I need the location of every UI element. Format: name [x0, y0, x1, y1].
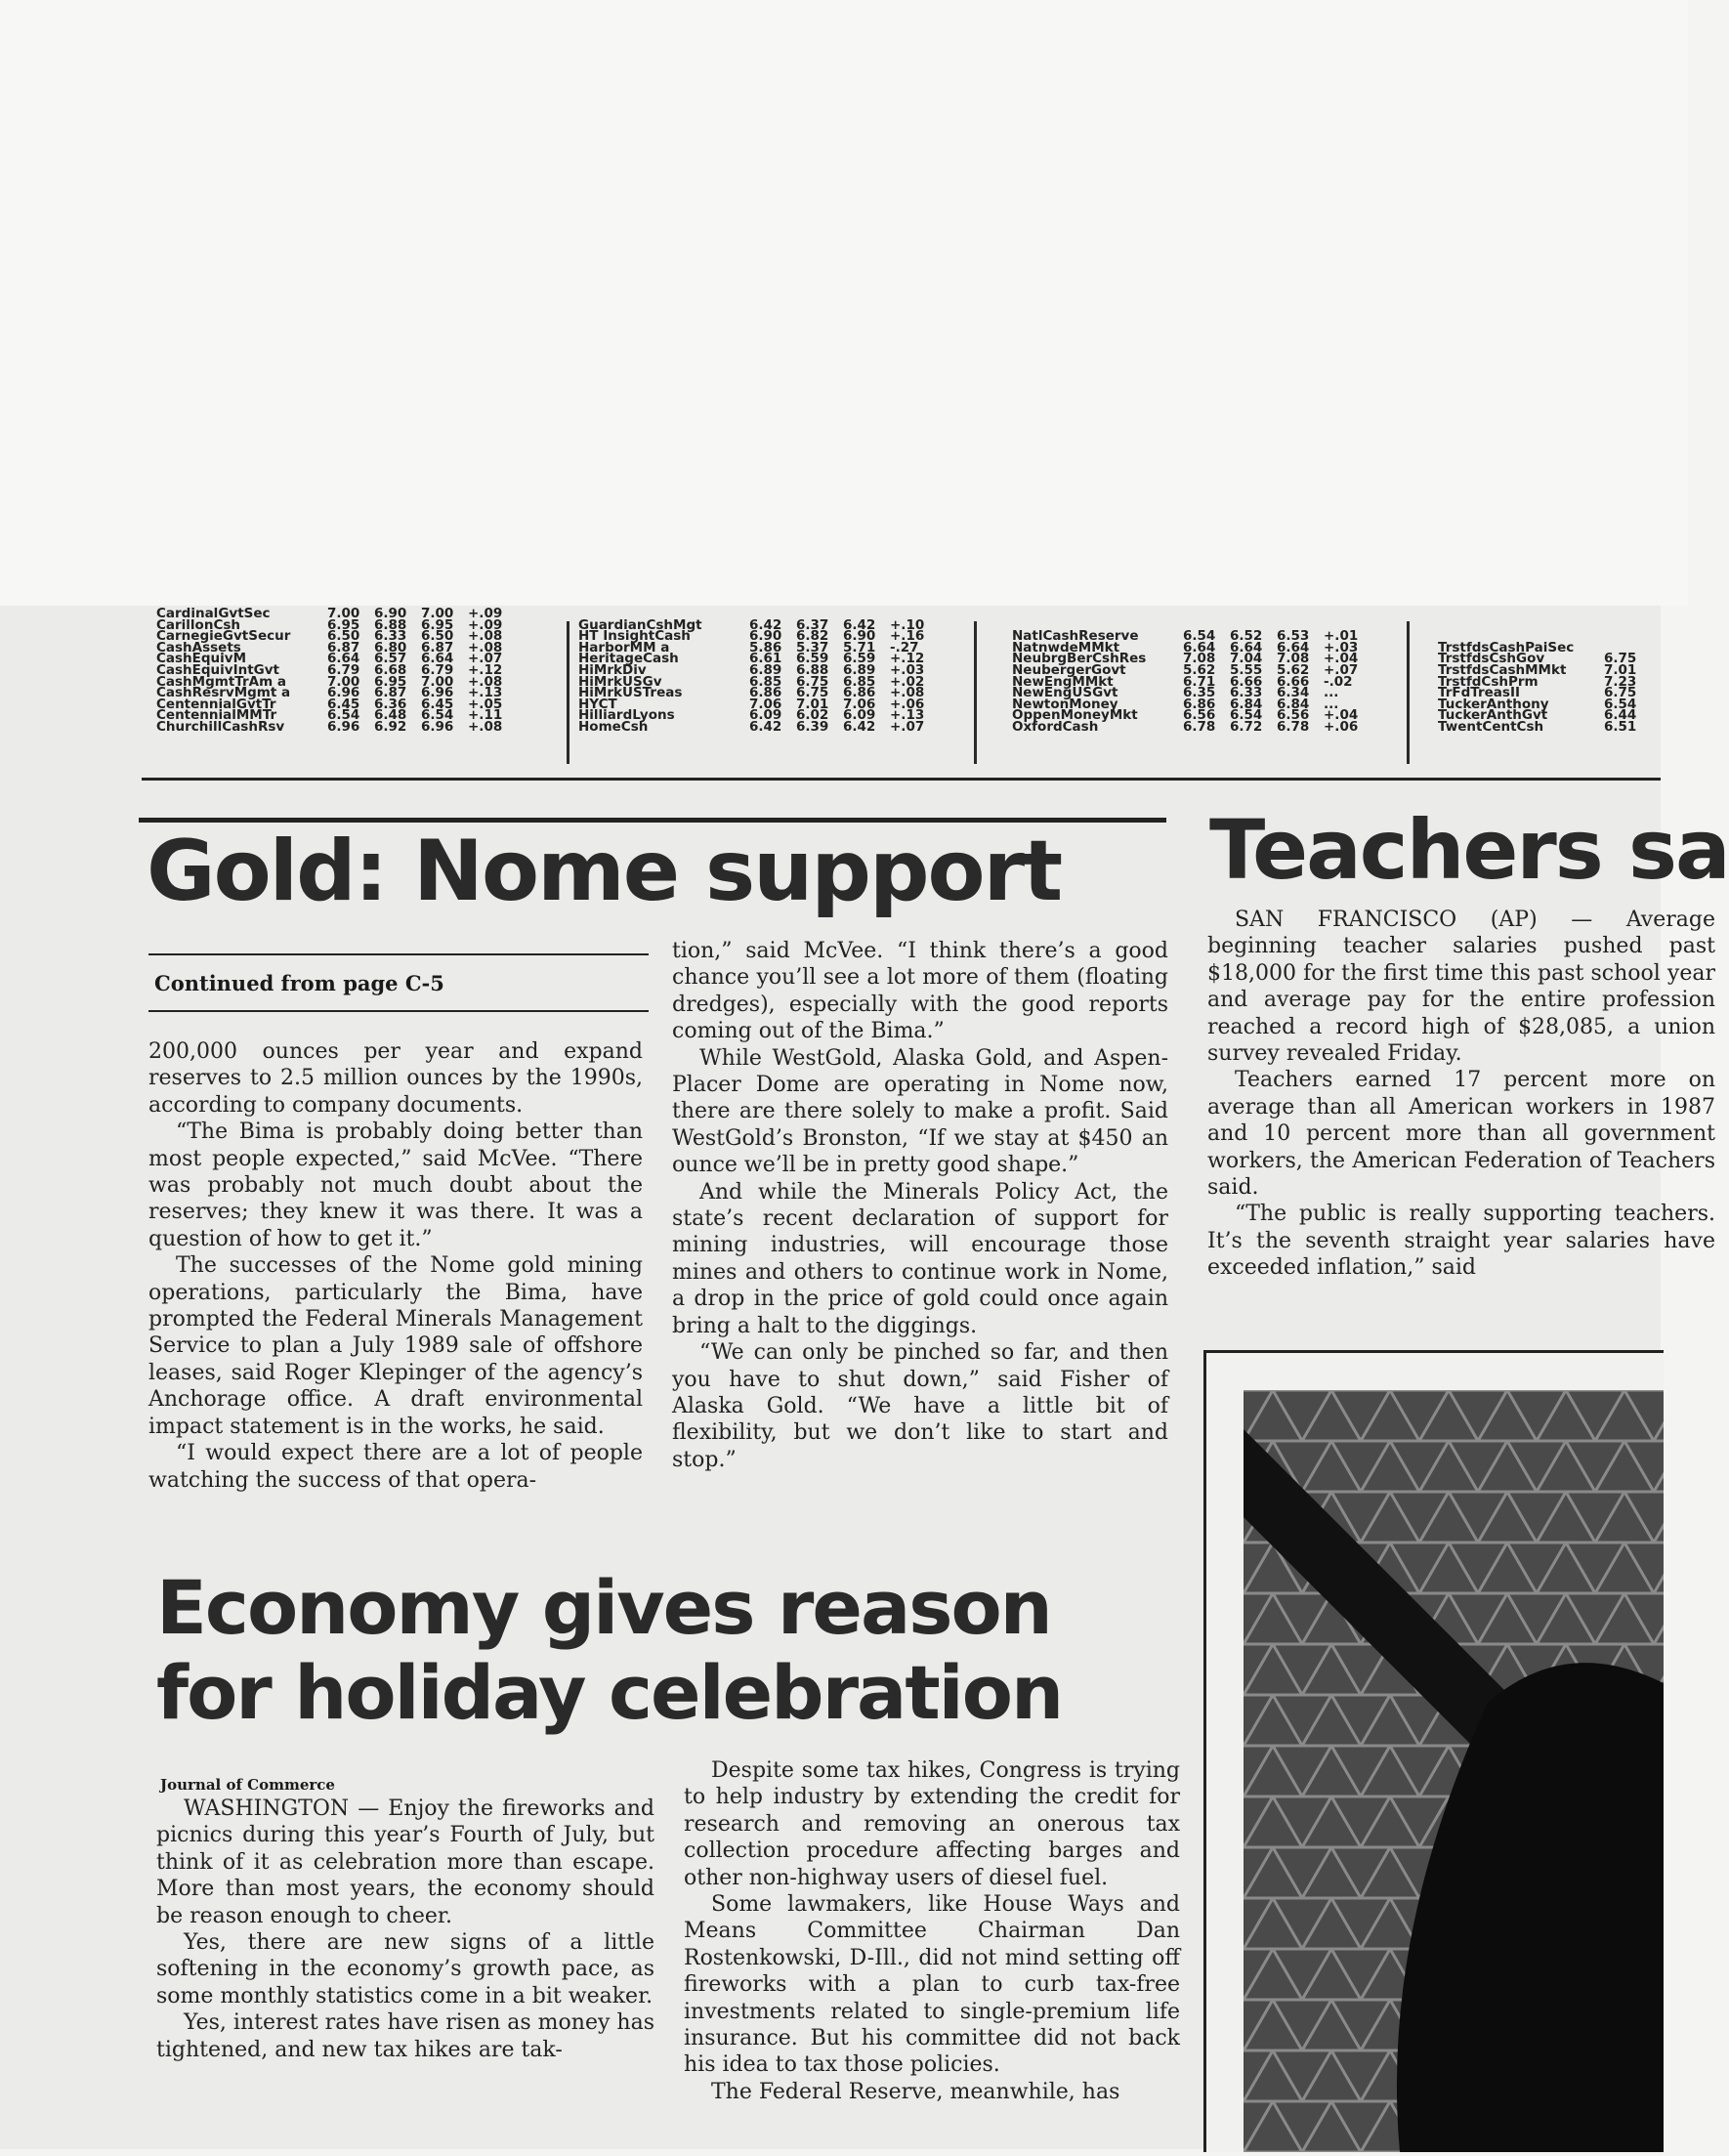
- fund-value: 6.35: [1183, 685, 1216, 701]
- fund-value: 6.96: [327, 685, 360, 701]
- fund-row: [156, 718, 507, 735]
- photo-graphic: [1244, 1390, 1664, 2152]
- fund-value: 6.42: [749, 616, 782, 633]
- fund-name: HarborMM a: [578, 639, 670, 655]
- fund-name: HT InsightCash: [578, 628, 691, 645]
- fund-value: 5.62: [1183, 661, 1216, 678]
- paragraph: Despite some tax hikes, Congress is trying to help industry by extending the credit for research and removing an onerous tax collection procedure affecting barges and other non-highway users of diesel fuel.: [684, 1758, 1180, 1890]
- fund-value: 7.01: [1604, 661, 1637, 678]
- fund-name: NewEngUSGvt: [1012, 685, 1118, 701]
- fund-value: 6.86: [1183, 696, 1216, 712]
- fund-change: +.02: [890, 673, 925, 690]
- fund-value: [1604, 631, 1651, 643]
- blank-page-area: [0, 0, 1688, 606]
- fund-change: +.09: [468, 606, 503, 621]
- fund-value: 6.84: [1230, 696, 1263, 712]
- paragraph: “We can only be pinched so far, and then you have to shut down,” said Fisher of Alaska Gold. “We have a little bit of flexibility, but we don’t like to start and stop.”: [672, 1340, 1168, 1472]
- fund-value: 6.51: [1604, 718, 1637, 735]
- fund-value: 6.88: [374, 616, 407, 633]
- fund-value: 6.88: [796, 661, 829, 678]
- fund-value: 6.87: [327, 639, 360, 655]
- fund-value: 6.54: [1604, 696, 1637, 712]
- fund-value: 6.54: [327, 707, 360, 724]
- fund-value: 6.50: [421, 628, 454, 645]
- fund-name: NeubrgBerCshRes: [1012, 651, 1147, 667]
- column-divider: [567, 621, 569, 764]
- fund-change: +.04: [1324, 651, 1359, 667]
- fund-value: 6.33: [1230, 685, 1263, 701]
- fund-name: HilliardLyons: [578, 707, 675, 724]
- fund-value: 7.06: [749, 696, 782, 712]
- fund-value: 6.75: [1604, 651, 1637, 667]
- fund-name: NewtonMoney: [1012, 696, 1118, 712]
- fund-name: TrstfdCshPrm: [1438, 673, 1539, 690]
- column-divider: [1407, 621, 1410, 764]
- fund-value: 7.00: [327, 606, 360, 621]
- gold-column-2: [672, 938, 1168, 1473]
- fund-value: 6.85: [749, 673, 782, 690]
- fund-row: [1012, 609, 1363, 620]
- fund-row: [1438, 609, 1651, 620]
- fund-row: [1438, 620, 1651, 632]
- fund-change: ...: [1324, 696, 1339, 712]
- fund-value: 6.86: [749, 685, 782, 701]
- fund-name: HiMrkUSGv: [578, 673, 662, 690]
- fund-value: 6.59: [843, 651, 876, 667]
- fund-name: CashEquivM: [156, 651, 247, 667]
- paragraph: SAN FRANCISCO (AP) — Average beginning teacher salaries pushed past $18,000 for the first time this past school year and average pay for the entire profession reached a record high of $28,085, a union survey revealed Friday.: [1207, 908, 1715, 1067]
- economy-column-2: [684, 1757, 1180, 2105]
- fund-value: 6.80: [374, 639, 407, 655]
- fund-value: 6.64: [421, 651, 454, 667]
- fund-name: HiMrkUSTreas: [578, 685, 683, 701]
- fund-change: +.13: [468, 685, 503, 701]
- fund-change: +.13: [890, 707, 925, 724]
- fund-value: 7.08: [1277, 651, 1310, 667]
- gold-column-1: [148, 1038, 643, 1494]
- fund-change: +.12: [890, 651, 925, 667]
- fund-value: [1604, 609, 1651, 620]
- fund-name: NatlCashReserve: [1012, 628, 1139, 645]
- fund-value: 6.59: [796, 651, 829, 667]
- fund-value: 6.92: [374, 718, 407, 735]
- paragraph: Teachers earned 17 percent more on average than all American workers in 1987 and 10 percent more than all government workers, the American Federation of Teachers said.: [1207, 1068, 1715, 1201]
- fund-value: 6.87: [374, 685, 407, 701]
- fund-value: 6.78: [1277, 718, 1310, 735]
- fund-value: [1277, 609, 1324, 620]
- fund-name: CentennialGvtTr: [156, 696, 276, 712]
- fund-change: +.07: [890, 718, 925, 735]
- fund-value: 6.84: [1277, 696, 1310, 712]
- fund-value: 6.71: [1183, 673, 1216, 690]
- fund-name: TuckerAnthony: [1438, 696, 1549, 712]
- fund-value: 6.34: [1277, 685, 1310, 701]
- fund-table-column-2: [578, 609, 929, 734]
- fund-name: CashAssets: [156, 639, 241, 655]
- fund-value: 6.48: [374, 707, 407, 724]
- paragraph: And while the Minerals Policy Act, the state’s recent declaration of support for mining industries, will encourage those mines and others to continue work in Nome, a drop in the price of gold could once again bring a halt to the diggings.: [672, 1179, 1168, 1338]
- fund-name: NeubergerGovt: [1012, 661, 1126, 678]
- fund-value: 6.36: [374, 696, 407, 712]
- fund-change: -.27: [890, 639, 919, 655]
- fund-value: 7.00: [327, 673, 360, 690]
- economy-headline-line-1: Economy gives reason: [156, 1564, 1051, 1651]
- fund-value: [1230, 609, 1277, 620]
- fund-change: +.08: [468, 718, 503, 735]
- fund-name: [1438, 609, 1604, 620]
- fund-value: 6.90: [843, 628, 876, 645]
- paragraph: The successes of the Nome gold mining operations, particularly the Bima, have prompted the Federal Minerals Management Service to plan a July 1989 sale of offshore leases, said Roger Klepinger of the agency’s Anchorage office. A draft environmental impact statement is in the works, he said.: [148, 1253, 643, 1439]
- fund-value: 6.53: [1277, 628, 1310, 645]
- fund-change: +.06: [890, 696, 925, 712]
- fund-value: 6.66: [1277, 673, 1310, 690]
- fund-value: 5.71: [843, 639, 876, 655]
- fund-value: 6.57: [374, 651, 407, 667]
- fund-value: 6.45: [421, 696, 454, 712]
- fund-value: 6.90: [749, 628, 782, 645]
- fund-value: 6.45: [327, 696, 360, 712]
- fund-name: CashResrvMgmt a: [156, 685, 291, 701]
- fund-row: [578, 718, 929, 735]
- fund-value: 6.66: [1230, 673, 1263, 690]
- column-divider: [974, 621, 977, 764]
- paragraph: 200,000 ounces per year and expand reserves to 2.5 million ounces by the 1990s, according to company documents.: [148, 1039, 643, 1118]
- fund-value: 6.64: [327, 651, 360, 667]
- fund-value: 6.39: [796, 718, 829, 735]
- fund-value: 6.54: [1230, 707, 1263, 724]
- fund-value: 6.96: [421, 718, 454, 735]
- paragraph: Yes, there are new signs of a little softening in the economy’s growth pace, as some monthly statistics come in a bit weaker.: [156, 1930, 654, 2008]
- fund-value: 6.37: [796, 616, 829, 633]
- fund-name: HiMrkDiv: [578, 661, 647, 678]
- fund-value: 6.82: [796, 628, 829, 645]
- fund-value: 6.96: [421, 685, 454, 701]
- fund-value: 6.44: [1604, 707, 1637, 724]
- economy-headline-line-2: for holiday celebration: [156, 1649, 1063, 1736]
- fund-name: TrstfdsCashMMkt: [1438, 661, 1567, 678]
- teachers-headline: Teachers sa: [1209, 802, 1729, 898]
- fund-name: OppenMoneyMkt: [1012, 707, 1138, 724]
- fund-table-column-4: [1438, 609, 1651, 734]
- fund-name: CarnegieGvtSecur: [156, 628, 291, 645]
- fund-value: 6.09: [749, 707, 782, 724]
- photo-image: [1244, 1390, 1664, 2152]
- fund-value: 6.75: [796, 685, 829, 701]
- paragraph: “The public is really supporting teachers. It’s the seventh straight year salaries have exceeded inflation,” said: [1207, 1202, 1715, 1281]
- fund-value: 6.54: [1183, 628, 1216, 645]
- fund-row: [1438, 718, 1651, 735]
- fund-value: 6.54: [421, 707, 454, 724]
- fund-change: +.08: [468, 639, 503, 655]
- fund-value: 7.04: [1230, 651, 1263, 667]
- fund-value: 6.89: [749, 661, 782, 678]
- paragraph: WASHINGTON — Enjoy the fireworks and picnics during this year’s Fourth of July, but think of it as celebration more than escape. More than most years, the economy should be reason enough to cheer.: [156, 1797, 654, 1928]
- paragraph: “I would expect there are a lot of people watching the success of that opera-: [148, 1441, 643, 1493]
- fund-value: 6.50: [327, 628, 360, 645]
- paragraph: The Federal Reserve, meanwhile, has: [711, 2079, 1120, 2104]
- fund-name: HomeCsh: [578, 718, 649, 735]
- fund-value: 6.96: [327, 718, 360, 735]
- fund-name: CashEquivIntGvt: [156, 661, 280, 678]
- fund-name: TrFdTreasII: [1438, 685, 1520, 701]
- fund-change: +.09: [468, 616, 503, 633]
- wire-credit: Journal of Commerce: [160, 1776, 335, 1794]
- fund-value: 6.87: [421, 639, 454, 655]
- news-photo: [1203, 1350, 1664, 2152]
- fund-value: 7.00: [421, 673, 454, 690]
- fund-value: 6.09: [843, 707, 876, 724]
- fund-row: [1012, 718, 1363, 735]
- fund-change: +.16: [890, 628, 925, 645]
- fund-value: 6.79: [327, 661, 360, 678]
- fund-change: [1324, 609, 1363, 620]
- fund-name: TrstfdsCshGov: [1438, 651, 1545, 667]
- fund-name: NatnwdeMMkt: [1012, 639, 1120, 655]
- teachers-column: [1207, 907, 1715, 1336]
- fund-value: 6.68: [374, 661, 407, 678]
- fund-name: [1012, 609, 1183, 620]
- fund-change: +.10: [890, 616, 925, 633]
- fund-name: TwentCentCsh: [1438, 718, 1544, 735]
- fund-name: HeritageCash: [578, 651, 679, 667]
- paragraph: While WestGold, Alaska Gold, and Aspen-Placer Dome are operating in Nome now, there are there solely to make a profit. Said WestGold’s Bronston, “If we stay at $450 an ounce we’ll be in pretty good shape.”: [672, 1045, 1168, 1178]
- fund-name: CardinalGvtSec: [156, 606, 271, 621]
- continued-note: Continued from page C-5: [154, 971, 444, 995]
- fund-change: +.08: [890, 685, 925, 701]
- fund-value: 6.61: [749, 651, 782, 667]
- fund-value: 6.72: [1230, 718, 1263, 735]
- fund-value: 6.42: [843, 616, 876, 633]
- paragraph: Some lawmakers, like House Ways and Means Committee Chairman Dan Rostenkowski, D-Ill., did not mind setting off fireworks with a plan to curb tax-free investments related to single-premium life insurance. But his committee did not back his idea to tax those policies.: [684, 1892, 1180, 2078]
- fund-table-column-1: [156, 606, 507, 735]
- fund-change: +.12: [468, 661, 503, 678]
- fund-change: +.01: [1324, 628, 1359, 645]
- fund-value: 6.64: [1230, 639, 1263, 655]
- fund-value: 6.75: [796, 673, 829, 690]
- fund-value: 6.95: [374, 673, 407, 690]
- fund-value: 7.06: [843, 696, 876, 712]
- fund-change: +.03: [1324, 639, 1359, 655]
- fund-value: 6.33: [374, 628, 407, 645]
- fund-name: [1438, 620, 1604, 632]
- fund-name: CashMgmtTrAm a: [156, 673, 286, 690]
- table-bottom-rule: [142, 778, 1661, 781]
- fund-change: +.08: [468, 673, 503, 690]
- fund-value: 6.78: [1183, 718, 1216, 735]
- fund-name: TuckerAnthGvt: [1438, 707, 1548, 724]
- fund-value: 7.00: [421, 606, 454, 621]
- fund-value: [1183, 609, 1230, 620]
- gold-headline: Gold: Nome support: [147, 823, 1062, 920]
- fund-name: CarillonCsh: [156, 616, 240, 633]
- paragraph: Yes, interest rates have risen as money has tightened, and new tax hikes are tak-: [156, 2010, 654, 2062]
- fund-value: 6.42: [749, 718, 782, 735]
- fund-value: 5.62: [1277, 661, 1310, 678]
- fund-value: 6.64: [1277, 639, 1310, 655]
- fund-name: GuardianCshMgt: [578, 616, 702, 633]
- fund-change: +.03: [890, 661, 925, 678]
- fund-value: 6.95: [327, 616, 360, 633]
- fund-value: 6.02: [796, 707, 829, 724]
- fund-value: 7.08: [1183, 651, 1216, 667]
- fund-value: 6.42: [843, 718, 876, 735]
- fund-change: +.06: [1324, 718, 1359, 735]
- economy-column-1: [156, 1796, 654, 2063]
- fund-change: +.08: [468, 628, 503, 645]
- fund-value: 7.23: [1604, 673, 1637, 690]
- fund-value: 5.37: [796, 639, 829, 655]
- fund-change: -.02: [1324, 673, 1353, 690]
- fund-value: 6.89: [843, 661, 876, 678]
- fund-name: TrstfdsCashPaiSec: [1438, 639, 1575, 655]
- fund-value: [1604, 620, 1651, 632]
- fund-value: 5.55: [1230, 661, 1263, 678]
- fund-change: +.07: [1324, 661, 1359, 678]
- fund-change: ...: [1324, 685, 1339, 701]
- fund-value: 6.52: [1230, 628, 1263, 645]
- fund-change: +.05: [468, 696, 503, 712]
- fund-table-column-3: [1012, 609, 1363, 734]
- fund-value: 5.86: [749, 639, 782, 655]
- fund-name: OxfordCash: [1012, 718, 1099, 735]
- fund-change: +.04: [1324, 707, 1359, 724]
- fund-value: 6.64: [1183, 639, 1216, 655]
- fund-value: 6.56: [1277, 707, 1310, 724]
- fund-value: 6.56: [1183, 707, 1216, 724]
- continued-bottom-rule: [148, 1010, 649, 1012]
- paragraph: “The Bima is probably doing better than most people expected,” said McVee. “There was probably not much doubt about the reserves; they knew it was there. It was a question of how to get it.”: [148, 1120, 643, 1251]
- fund-name: NewEngMMkt: [1012, 673, 1114, 690]
- fund-value: 6.95: [421, 616, 454, 633]
- fund-value: 6.79: [421, 661, 454, 678]
- fund-value: 6.86: [843, 685, 876, 701]
- fund-name: ChurchillCashRsv: [156, 718, 285, 735]
- fund-value: 6.90: [374, 606, 407, 621]
- fund-value: 6.85: [843, 673, 876, 690]
- continued-top-rule: [148, 953, 649, 955]
- paragraph: tion,” said McVee. “I think there’s a good chance you’ll see a lot more of them (floating dredges), especially with the good reports coming out of the Bima.”: [672, 939, 1168, 1044]
- fund-name: HYCT: [578, 696, 617, 712]
- fund-value: 7.01: [796, 696, 829, 712]
- fund-change: +.07: [468, 651, 503, 667]
- fund-value: 6.75: [1604, 685, 1637, 701]
- fund-change: +.11: [468, 707, 503, 724]
- fund-name: CentennialMMTr: [156, 707, 277, 724]
